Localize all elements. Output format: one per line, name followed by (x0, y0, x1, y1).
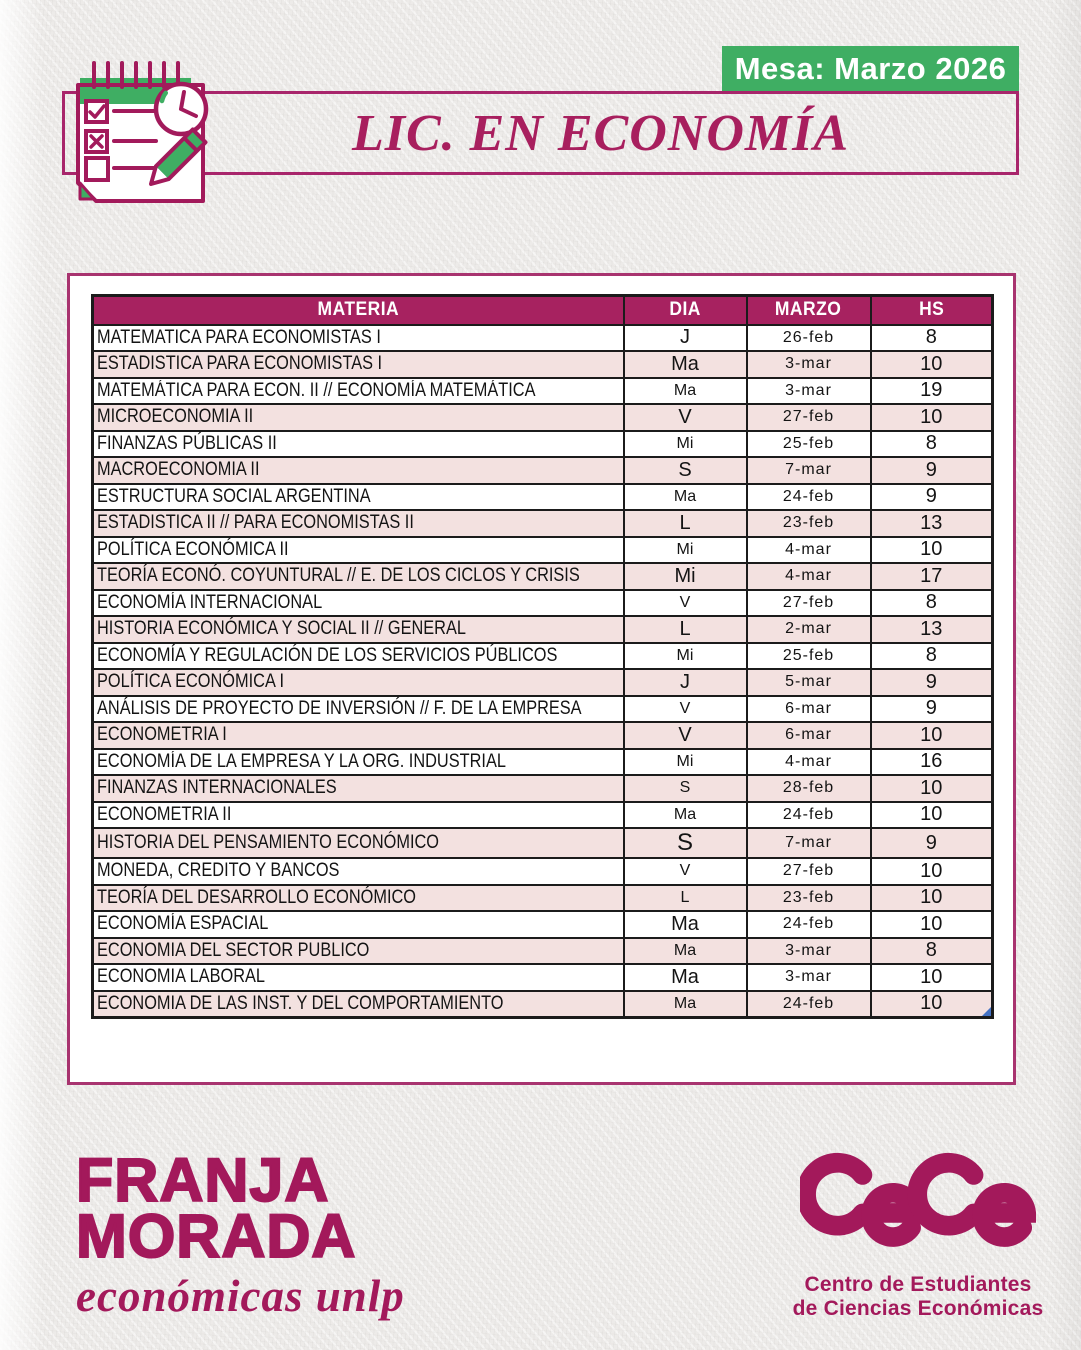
hs-cell-text: 9 (925, 485, 937, 508)
hs-cell (871, 722, 993, 749)
dia-cell (624, 325, 747, 352)
fecha-cell (747, 696, 871, 723)
hs-cell (871, 749, 993, 776)
hs-cell-text: 8 (925, 432, 937, 455)
fecha-cell-text: 25-feb (782, 646, 835, 664)
column-header-materia: MATERIA (93, 296, 624, 325)
materia-cell (93, 378, 624, 405)
dia-cell-text: Ma (673, 381, 697, 399)
mesa-badge-label: Mesa: Marzo 2026 (734, 50, 1007, 86)
materia-cell-text: ECONOMETRIA II (97, 803, 232, 825)
hs-cell-text: 10 (920, 965, 943, 988)
page-title: LIC. EN ECONOMÍA (351, 104, 850, 162)
dia-cell-text: S (679, 779, 691, 797)
materia-cell-text: HISTORIA ECONÓMICA Y SOCIAL II // GENERAL (97, 618, 466, 640)
hs-cell (871, 351, 993, 378)
hs-cell-text: 10 (920, 992, 943, 1014)
fecha-cell-text: 2-mar (785, 620, 832, 638)
hs-cell-text: 10 (920, 352, 943, 375)
materia-cell (93, 722, 624, 749)
column-header-hs: HS (871, 296, 993, 325)
materia-cell-text: ECONOMÍA DE LA EMPRESA Y LA ORG. INDUSTRIAL (97, 750, 506, 772)
hs-cell-text: 13 (920, 617, 943, 640)
materia-cell-text: POLÍTICA ECONÓMICA I (97, 671, 285, 693)
dia-cell-text: V (678, 723, 692, 746)
table-header-row (93, 296, 993, 325)
fecha-cell (747, 325, 871, 352)
hs-cell (871, 563, 993, 590)
hs-cell (871, 378, 993, 405)
table-row (93, 510, 993, 537)
hs-cell-text: 13 (920, 511, 943, 534)
dia-cell (624, 911, 747, 938)
table-row (93, 404, 993, 431)
hs-cell (871, 775, 993, 802)
materia-cell (93, 938, 624, 965)
materia-cell-text: FINANZAS PÚBLICAS II (97, 432, 277, 454)
dia-cell-text: Ma (671, 912, 699, 935)
franja-line1: FRANJA (76, 1146, 330, 1214)
fecha-cell-text: 24-feb (782, 805, 835, 823)
hs-cell-text: 10 (920, 886, 943, 909)
hs-cell-text: 10 (920, 912, 943, 935)
hs-cell-text: 17 (920, 564, 943, 587)
table-row (93, 991, 993, 1018)
table-row (93, 537, 993, 564)
fecha-cell (747, 911, 871, 938)
hs-cell (871, 938, 993, 965)
hs-cell-text: 9 (925, 670, 937, 693)
materia-cell (93, 991, 624, 1018)
materia-cell (93, 749, 624, 776)
table-row (93, 802, 993, 829)
materia-cell (93, 858, 624, 885)
materia-cell-text: ESTADISTICA II // PARA ECONOMISTAS II (97, 512, 414, 534)
materia-cell-text: ANÁLISIS DE PROYECTO DE INVERSIÓN // F. DE LA EMPRESA (97, 697, 582, 719)
dia-cell (624, 669, 747, 696)
materia-cell (93, 616, 624, 643)
materia-cell (93, 404, 624, 431)
hs-cell (871, 991, 993, 1018)
materia-cell (93, 351, 624, 378)
dia-cell-text: Mi (676, 752, 694, 770)
materia-cell-text: ECONOMÍA Y REGULACIÓN DE LOS SERVICIOS PÚBLICOS (97, 644, 558, 666)
cece-line1: Centro de Estudiantes (804, 1273, 1032, 1296)
mesa-badge (722, 46, 1019, 91)
fecha-cell (747, 431, 871, 458)
hs-cell (871, 669, 993, 696)
hs-cell (871, 325, 993, 352)
dia-cell (624, 590, 747, 617)
dia-cell (624, 351, 747, 378)
fecha-cell-text: 23-feb (782, 888, 835, 906)
hs-cell (871, 590, 993, 617)
materia-cell-text: ESTADISTICA PARA ECONOMISTAS I (97, 353, 383, 375)
hs-cell-text: 8 (925, 591, 937, 614)
hs-cell (871, 858, 993, 885)
fecha-cell (747, 510, 871, 537)
table-row (93, 590, 993, 617)
dia-cell-text: Mi (676, 434, 694, 452)
materia-cell-text: ECONOMIA LABORAL (97, 966, 265, 988)
fecha-cell-text: 23-feb (782, 514, 835, 532)
cece-line2: de Ciencias Económicas (792, 1297, 1044, 1321)
dia-cell-text: L (679, 511, 691, 534)
fecha-cell (747, 722, 871, 749)
materia-cell (93, 537, 624, 564)
fecha-cell (747, 669, 871, 696)
fecha-cell (747, 964, 871, 991)
column-header-dia: DIA (624, 296, 747, 325)
table-row (93, 775, 993, 802)
fecha-cell-text: 25-feb (782, 434, 835, 452)
materia-cell (93, 964, 624, 991)
table-row (93, 563, 993, 590)
fecha-cell (747, 563, 871, 590)
fecha-cell-text: 27-feb (782, 408, 835, 426)
materia-cell (93, 510, 624, 537)
dia-cell (624, 537, 747, 564)
materia-cell-text: ECONOMIA DEL SECTOR PUBLICO (97, 939, 370, 961)
materia-cell (93, 431, 624, 458)
fecha-cell-text: 3-mar (785, 381, 832, 399)
materia-cell-text: MICROECONOMIA II (97, 406, 254, 428)
fecha-cell-text: 3-mar (785, 355, 832, 373)
materia-cell (93, 669, 624, 696)
hs-cell (871, 457, 993, 484)
fecha-cell-text: 4-mar (785, 540, 832, 558)
hs-cell (871, 510, 993, 537)
hs-cell-text: 10 (920, 405, 943, 428)
fecha-cell-text: 27-feb (782, 593, 835, 611)
hs-cell (871, 616, 993, 643)
fecha-cell-text: 6-mar (785, 726, 832, 744)
hs-cell (871, 643, 993, 670)
table-row (93, 431, 993, 458)
hs-cell (871, 404, 993, 431)
dia-cell (624, 404, 747, 431)
materia-cell (93, 885, 624, 912)
materia-cell-text: TEORÍA ECONÓ. COYUNTURAL // E. DE LOS CICLOS Y CRISIS (97, 565, 580, 587)
materia-cell-text: FINANZAS INTERNACIONALES (97, 777, 337, 799)
fecha-cell (747, 484, 871, 511)
materia-cell (93, 643, 624, 670)
fecha-cell (747, 590, 871, 617)
materia-cell (93, 775, 624, 802)
fecha-cell (747, 885, 871, 912)
dia-cell (624, 510, 747, 537)
materia-cell (93, 802, 624, 829)
hs-cell (871, 696, 993, 723)
dia-cell (624, 484, 747, 511)
fecha-cell-text: 3-mar (785, 941, 832, 959)
dia-cell (624, 643, 747, 670)
dia-cell-text: V (679, 593, 691, 611)
hs-cell-text: 9 (925, 831, 937, 854)
dia-cell (624, 457, 747, 484)
fecha-cell (747, 643, 871, 670)
fecha-cell (747, 378, 871, 405)
dia-cell (624, 749, 747, 776)
hs-cell-text: 10 (920, 538, 943, 561)
materia-cell (93, 484, 624, 511)
schedule-panel (67, 273, 1016, 1085)
dia-cell-text: L (679, 617, 691, 640)
materia-cell-text: ECONOMETRIA I (97, 724, 227, 746)
fecha-cell-text: 4-mar (785, 567, 832, 585)
dia-cell-text: Ma (671, 965, 699, 988)
materia-cell-text: ECONOMIA DE LAS INST. Y DEL COMPORTAMIENTO (97, 992, 504, 1014)
hs-cell-text: 9 (925, 697, 937, 720)
materia-cell-text: MATEMATICA PARA ECONOMISTAS I (97, 326, 381, 348)
hs-cell-text: 9 (925, 458, 937, 481)
materia-cell (93, 696, 624, 723)
dia-cell-text: Ma (673, 941, 697, 959)
dia-cell (624, 431, 747, 458)
table-row (93, 457, 993, 484)
franja-line3: económicas unlp (76, 1271, 405, 1322)
dia-cell-text: V (679, 862, 691, 880)
dia-cell (624, 964, 747, 991)
fecha-cell-text: 7-mar (785, 461, 832, 479)
dia-cell (624, 378, 747, 405)
materia-cell-text: MONEDA, CREDITO Y BANCOS (97, 860, 340, 882)
schedule-table (91, 294, 994, 1019)
dia-cell (624, 828, 747, 858)
fecha-cell (747, 802, 871, 829)
materia-cell (93, 911, 624, 938)
dia-cell (624, 722, 747, 749)
hs-cell-text: 8 (925, 326, 937, 349)
hs-cell (871, 802, 993, 829)
hs-cell-text: 8 (925, 939, 937, 962)
fecha-cell (747, 537, 871, 564)
fecha-cell (747, 828, 871, 858)
materia-cell (93, 563, 624, 590)
fecha-cell (747, 991, 871, 1018)
dia-cell (624, 802, 747, 829)
materia-cell (93, 828, 624, 858)
dia-cell-text: S (676, 829, 693, 856)
table-row (93, 885, 993, 912)
fecha-cell (747, 749, 871, 776)
fecha-cell (747, 457, 871, 484)
fecha-cell (747, 404, 871, 431)
cece-logo (792, 1148, 1044, 1321)
dia-cell (624, 616, 747, 643)
fecha-cell (747, 616, 871, 643)
cece-logotype-icon (800, 1148, 1036, 1268)
dia-cell-text: V (678, 405, 692, 428)
table-row (93, 484, 993, 511)
table-row (93, 722, 993, 749)
hs-cell (871, 484, 993, 511)
hs-cell-text: 8 (925, 644, 937, 667)
fecha-cell-text: 24-feb (782, 994, 835, 1012)
dia-cell-text: Ma (673, 805, 697, 823)
fecha-cell (747, 775, 871, 802)
materia-cell-text: POLÍTICA ECONÓMICA II (97, 538, 289, 560)
dia-cell-text: S (678, 458, 692, 481)
franja-line2: MORADA (76, 1202, 357, 1271)
dia-cell (624, 858, 747, 885)
materia-cell (93, 457, 624, 484)
dia-cell-text: J (680, 670, 690, 693)
table-row (93, 669, 993, 696)
column-header-marzo: MARZO (747, 296, 871, 325)
hs-cell-text: 19 (920, 379, 943, 402)
table-row (93, 828, 993, 858)
fecha-cell-text: 3-mar (785, 968, 832, 986)
fecha-cell (747, 351, 871, 378)
hs-cell (871, 431, 993, 458)
fecha-cell-text: 7-mar (785, 834, 832, 851)
table-row (93, 351, 993, 378)
fecha-cell-text: 5-mar (785, 673, 832, 691)
dia-cell-text: Mi (674, 564, 696, 587)
materia-cell (93, 590, 624, 617)
dia-cell-text: V (679, 699, 691, 717)
hs-cell-text: 10 (920, 803, 943, 826)
fecha-cell-text: 24-feb (782, 487, 835, 505)
materia-cell-text: MACROECONOMIA II (97, 459, 260, 481)
table-row (93, 616, 993, 643)
dia-cell (624, 938, 747, 965)
materia-cell-text: ECONOMÍA ESPACIAL (97, 913, 269, 935)
fecha-cell (747, 938, 871, 965)
hs-cell (871, 885, 993, 912)
table-row (93, 911, 993, 938)
table-row (93, 378, 993, 405)
hs-cell-text: 10 (920, 859, 943, 882)
table-row (93, 964, 993, 991)
dia-cell-text: Mi (676, 646, 694, 664)
dia-cell (624, 696, 747, 723)
hs-cell (871, 964, 993, 991)
hs-cell-text: 16 (920, 750, 943, 773)
dia-cell (624, 991, 747, 1018)
hs-cell (871, 911, 993, 938)
schedule-table-body (93, 325, 993, 1018)
franja-morada-logo (76, 1146, 405, 1322)
materia-cell-text: ESTRUCTURA SOCIAL ARGENTINA (97, 485, 371, 507)
table-row (93, 938, 993, 965)
dia-cell-text: Ma (673, 994, 697, 1012)
table-row (93, 858, 993, 885)
table-row (93, 696, 993, 723)
exam-checklist-icon (50, 55, 225, 210)
materia-cell-text: HISTORIA DEL PENSAMIENTO ECONÓMICO (97, 832, 439, 853)
materia-cell-text: MATEMÁTICA PARA ECON. II // ECONOMÍA MATEMÁTICA (97, 379, 536, 401)
dia-cell-text: Ma (671, 352, 699, 375)
clock-icon (156, 84, 206, 134)
dia-cell-text: L (680, 888, 690, 906)
hs-cell-text: 10 (920, 723, 943, 746)
dia-cell-text: J (680, 326, 690, 349)
dia-cell-text: Ma (673, 487, 697, 505)
table-row (93, 325, 993, 352)
materia-cell-text: ECONOMÍA INTERNACIONAL (97, 591, 323, 613)
fecha-cell-text: 6-mar (785, 699, 832, 717)
materia-cell (93, 325, 624, 352)
table-row (93, 749, 993, 776)
dia-cell-text: Mi (676, 540, 694, 558)
dia-cell (624, 885, 747, 912)
fecha-cell (747, 858, 871, 885)
fecha-cell-text: 24-feb (782, 915, 835, 933)
dia-cell (624, 775, 747, 802)
hs-cell-text: 10 (920, 776, 943, 799)
fecha-cell-text: 26-feb (782, 328, 835, 346)
hs-cell (871, 537, 993, 564)
fecha-cell-text: 4-mar (785, 752, 832, 770)
materia-cell-text: TEORÍA DEL DESARROLLO ECONÓMICO (97, 886, 417, 908)
hs-cell (871, 828, 993, 858)
table-row (93, 643, 993, 670)
dia-cell (624, 563, 747, 590)
fecha-cell-text: 28-feb (782, 779, 835, 797)
fecha-cell-text: 27-feb (782, 862, 835, 880)
